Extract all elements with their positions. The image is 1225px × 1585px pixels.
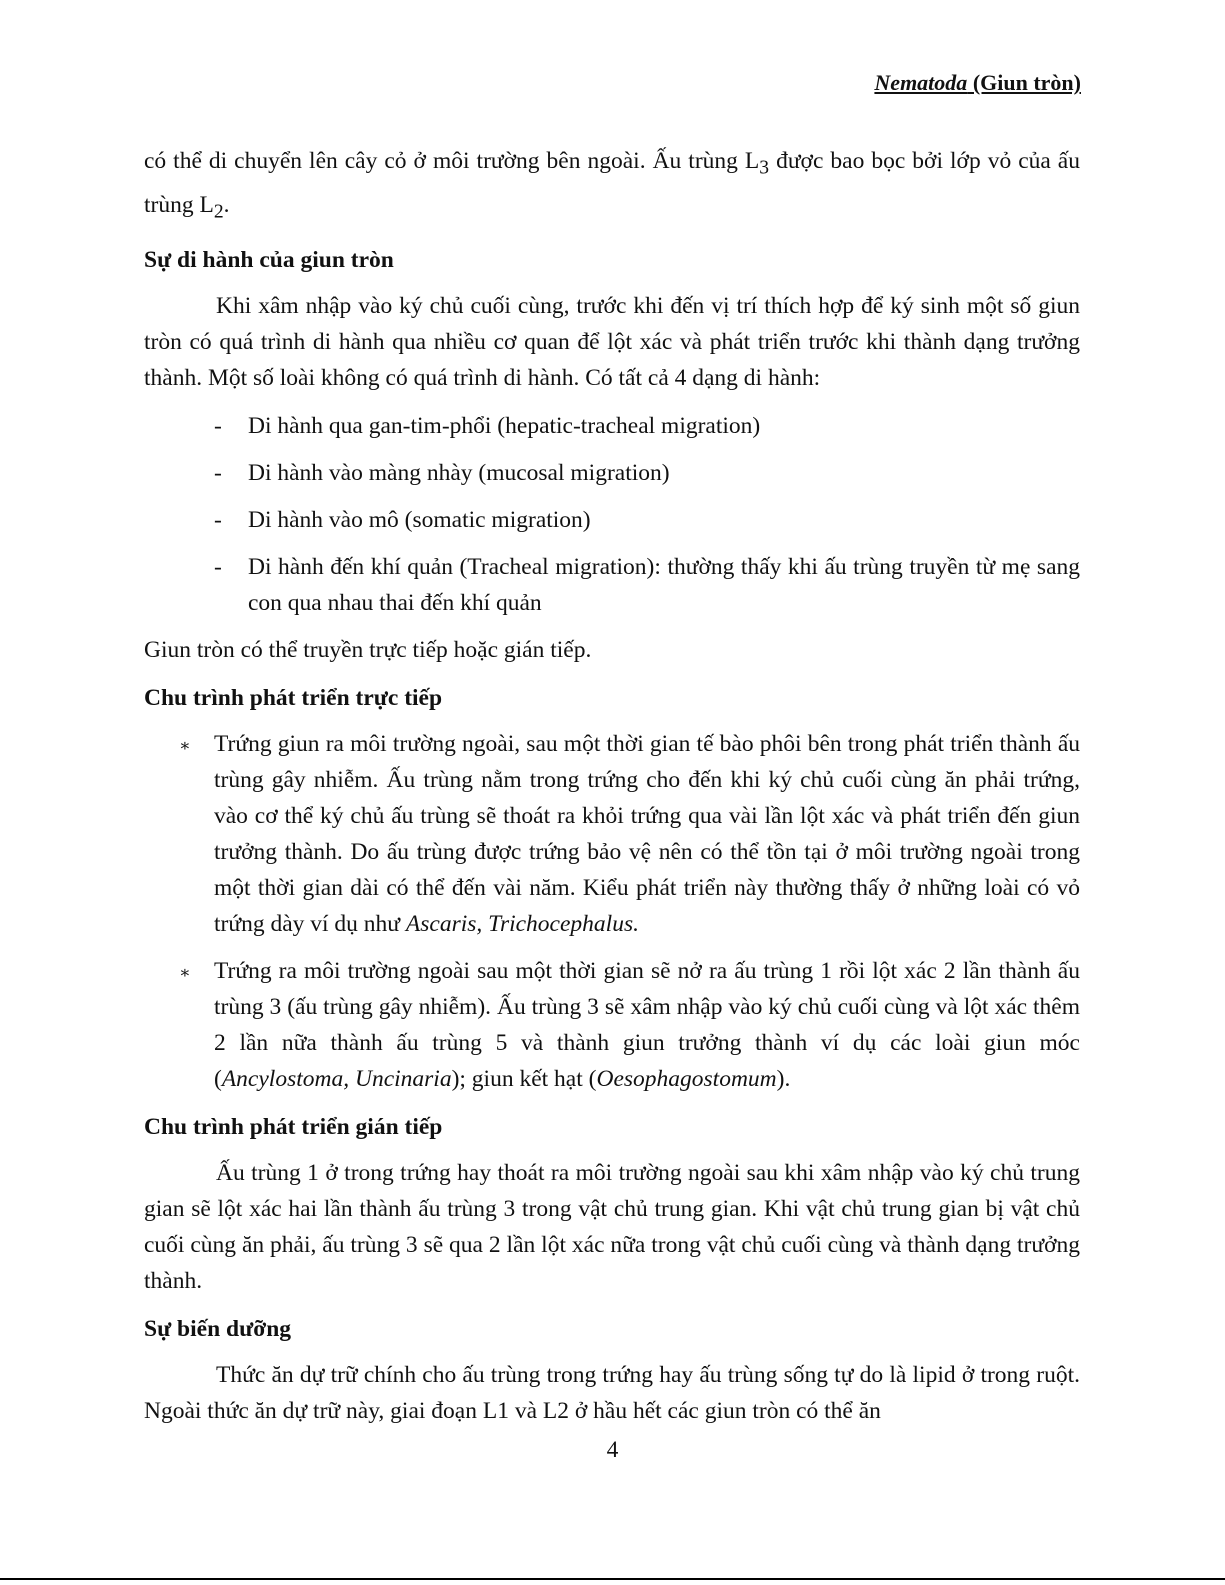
list-item-text: Di hành đến khí quản (Tracheal migration): thường thấy khi ấu trùng truyền từ mẹ sang con qua nhau thai đến khí quản [248, 554, 1080, 617]
intro-paragraph [144, 143, 1080, 230]
dash-marker: - [214, 460, 222, 487]
indirect-cycle-paragraph: Ấu trùng 1 ở trong trứng hay thoát ra môi trường ngoài sau khi xâm nhập vào ký chủ trung gian sẽ lột xác hai lần thành ấu trùng 3 trong vật chủ trung gian. Khi vật chủ trung gian bị vật chủ cuối cùng ăn phải, ấu trùng 3 sẽ qua 2 lần lột xác nữa trong vật chủ cuối cùng và thành dạng trưởng thành. [144, 1160, 1080, 1295]
list-item [144, 549, 1080, 621]
list-item-text: ); giun kết hạt ( [451, 1066, 597, 1093]
direct-cycle-heading: Chu trình phát triển trực tiếp [144, 685, 443, 712]
dash-marker: - [214, 554, 222, 581]
list-item-text: Di hành vào màng nhày (mucosal migration) [248, 460, 670, 487]
list-item [144, 455, 1080, 491]
intro-subscript-1: 3 [759, 157, 770, 179]
intro-text-1: có thể di chuyển lên cây cỏ ở môi trường bên ngoài. Ấu trùng L [144, 148, 760, 174]
asterisk-marker: ∗ [179, 736, 191, 756]
page-number: 4 [606, 1437, 619, 1463]
migration-heading: Sự di hành của giun tròn [144, 247, 394, 274]
migration-list [144, 408, 1080, 621]
list-item [144, 408, 1080, 444]
species-names: Oesophagostomum [596, 1066, 777, 1093]
dash-marker: - [214, 507, 222, 534]
direct-cycle-list [144, 726, 1080, 1097]
species-names: Ascaris, Trichocephalus. [405, 911, 639, 938]
dash-marker: - [214, 413, 222, 440]
metabolism-heading: Sự biến dưỡng [144, 1316, 292, 1343]
list-item [144, 953, 1080, 1097]
metabolism-paragraph: Thức ăn dự trữ chính cho ấu trùng trong trứng hay ấu trùng sống tự do là lipid ở trong ruột. Ngoài thức ăn dự trữ này, giai đoạn L1 và L2 ở hầu hết các giun tròn có thể ăn [144, 1362, 1080, 1425]
intro-text-3: . [223, 191, 230, 218]
running-header [874, 70, 1081, 96]
species-names: Ancylostoma, Uncinaria [221, 1066, 452, 1093]
list-item [144, 726, 1080, 942]
intro-text-2: được bao bọc bởi lớp vỏ của ấu trùng L [144, 148, 1080, 218]
migration-paragraph: Khi xâm nhập vào ký chủ cuối cùng, trước khi đến vị trí thích hợp để ký sinh một số giun tròn có quá trình di hành qua nhiều cơ quan để lột xác và phát triển trước khi thành dạng trưởng thành. Một số loài không có quá trình di hành. Có tất cả 4 dạng di hành: [144, 293, 1080, 392]
asterisk-marker: ∗ [179, 963, 191, 983]
list-item-text: Di hành qua gan-tim-phổi (hepatic-tracheal migration) [248, 413, 761, 440]
list-item-text: ). [776, 1066, 791, 1093]
indirect-cycle-heading: Chu trình phát triển gián tiếp [144, 1114, 443, 1141]
bottom-rule [0, 1578, 1225, 1580]
intro-subscript-2: 2 [213, 201, 224, 223]
list-item-text: Trứng ra môi trường ngoài sau một thời gian sẽ nở ra ấu trùng 1 rồi lột xác 2 lần thành ấu trùng 3 (ấu trùng gây nhiễm). Ấu trùng 3 sẽ xâm nhập vào ký chủ cuối cùng và lột xác thêm 2 lần nữa thành ấu trùng 5 và thành giun trưởng thành ví dụ các loài giun móc ( [214, 958, 1080, 1093]
list-item-text: Di hành vào mô (somatic migration) [248, 507, 591, 534]
list-item [144, 502, 1080, 538]
transmission-sentence: Giun tròn có thể truyền trực tiếp hoặc gián tiếp. [144, 637, 592, 664]
header-title-rest: (Giun tròn) [967, 70, 1081, 95]
header-title-italic: Nematoda [874, 70, 968, 95]
page-content [144, 143, 1080, 1429]
list-item-text: Trứng giun ra môi trường ngoài, sau một thời gian tế bào phôi bên trong phát triển thành ấu trùng gây nhiễm. Ấu trùng nằm trong trứng cho đến khi ký chủ cuối cùng ăn phải trứng, vào cơ thể ký chủ ấu trùng sẽ thoát ra khỏi trứng qua vài lần lột xác và phát triển đến giun trưởng thành. Do ấu trùng được trứng bảo vệ nên có thể tồn tại ở môi trường ngoài trong một thời gian dài có thể đến vài năm. Kiểu phát triển này thường thấy ở những loài có vỏ trứng dày ví dụ như [214, 731, 1080, 938]
